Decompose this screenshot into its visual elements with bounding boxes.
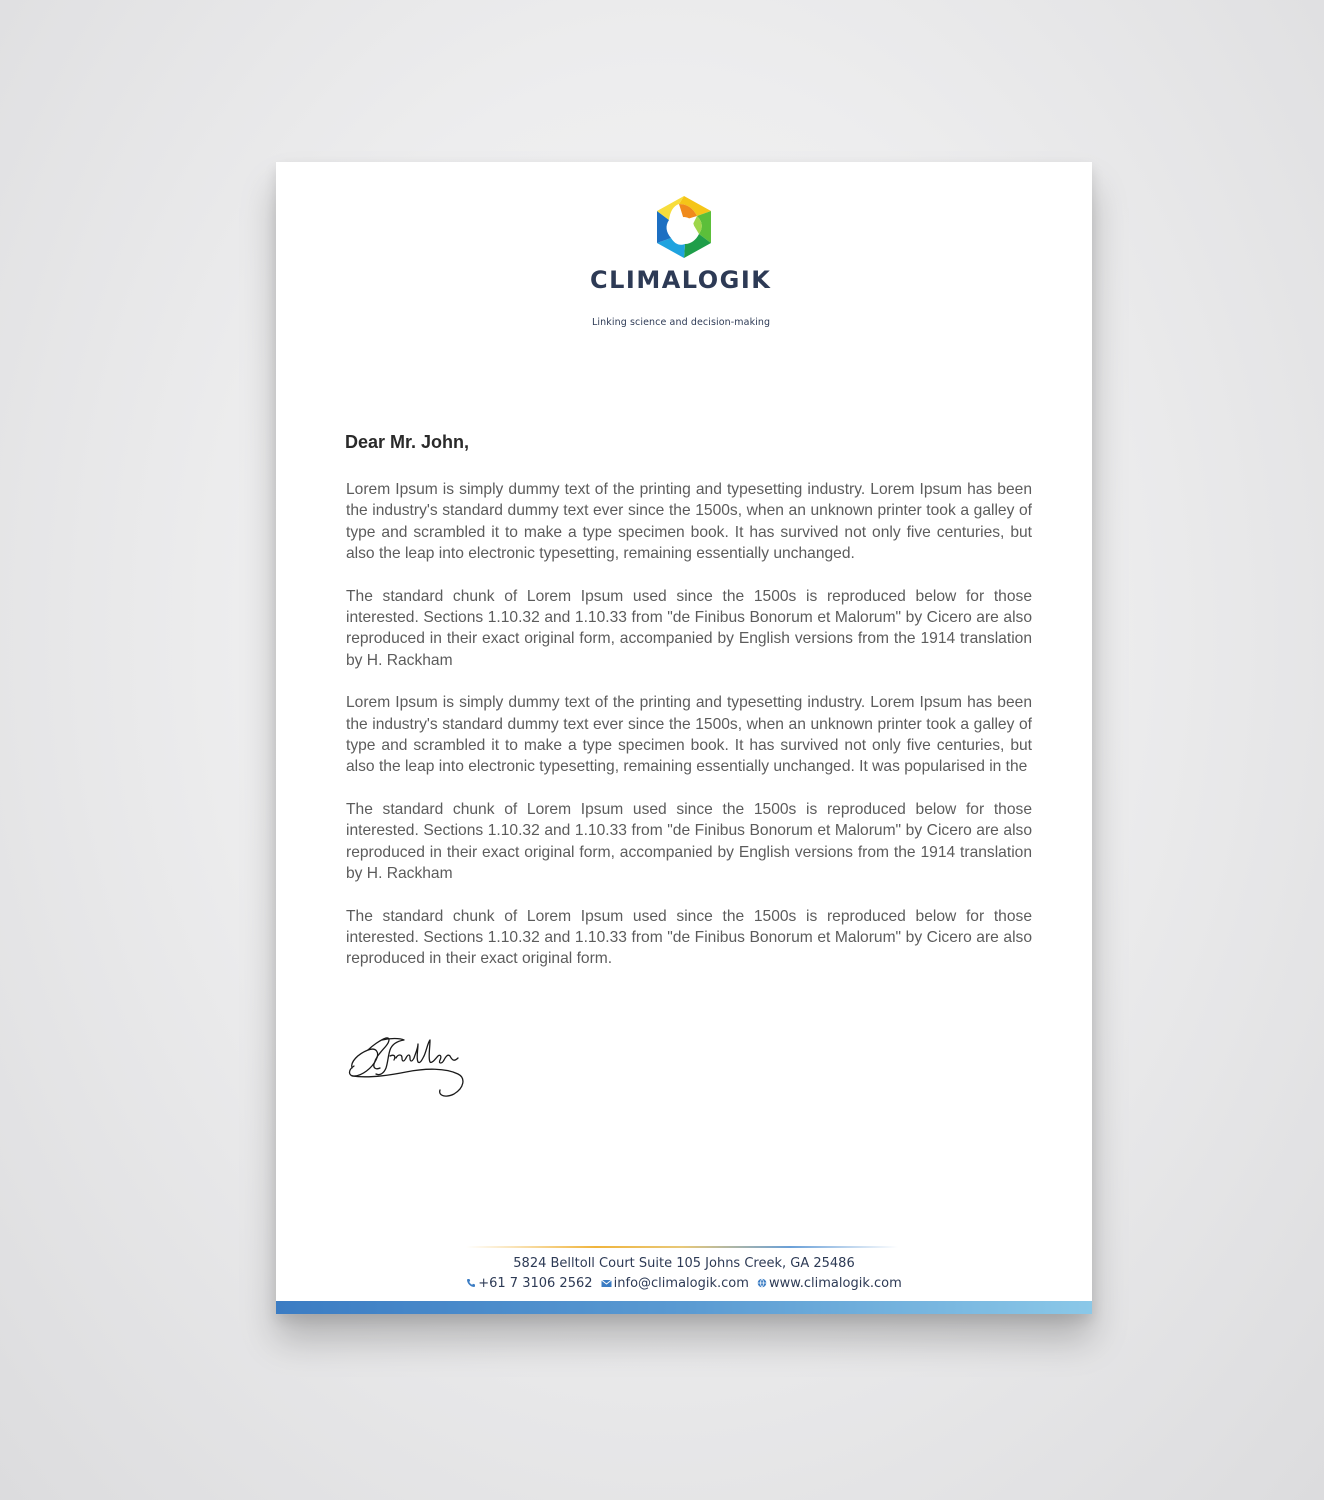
handwritten-signature-icon bbox=[346, 1032, 470, 1102]
logo bbox=[276, 194, 1092, 328]
brand-tagline: Linking science and decision-making bbox=[592, 317, 771, 328]
envelope-icon bbox=[601, 1279, 612, 1288]
letter-paragraph: Lorem Ipsum is simply dummy text of the printing and typesetting industry. Lorem Ipsum has been the industry's standard dummy text ever since the 1500s, when an unknown printer took a galley of type and scrambled it to make a type specimen book. It has survived not only five centuries, but also the leap into electronic typesetting, remaining essentially unchanged. It was popularised in the bbox=[346, 694, 1032, 776]
brand-name: CLIMALOGIK bbox=[590, 266, 772, 294]
email-address: info@climalogik.com bbox=[613, 1276, 749, 1291]
footer-phone bbox=[466, 1276, 592, 1291]
phone-number: +61 7 3106 2562 bbox=[478, 1276, 593, 1291]
letter-greeting: Dear Mr. John, bbox=[345, 432, 470, 452]
letter-paragraph: The standard chunk of Lorem Ipsum used since the 1500s is reproduced below for those interested. Sections 1.10.32 and 1.10.33 from "de Finibus Bonorum et Malorum" by Cicero are also reproduced in their exact original form. bbox=[346, 907, 1032, 968]
letter-body bbox=[346, 479, 1032, 991]
hexagon-swirl-logo-icon bbox=[651, 194, 717, 260]
footer-color-bar bbox=[276, 1301, 1092, 1314]
letter-paragraph: The standard chunk of Lorem Ipsum used since the 1500s is reproduced below for those interested. Sections 1.10.32 and 1.10.33 from "de Finibus Bonorum et Malorum" by Cicero are also reproduced in their exact original form, accompanied by English versions from the 1914 translation by H. Rackham bbox=[346, 800, 1032, 883]
footer-email bbox=[601, 1276, 749, 1291]
footer-divider bbox=[466, 1246, 898, 1248]
letterhead-page bbox=[276, 162, 1092, 1314]
letter-paragraph: The standard chunk of Lorem Ipsum used since the 1500s is reproduced below for those interested. Sections 1.10.32 and 1.10.33 from "de Finibus Bonorum et Malorum" by Cicero are also reproduced in their exact original form, accompanied by English versions from the 1914 translation by H. Rackham bbox=[346, 587, 1032, 669]
footer-address: 5824 Belltoll Court Suite 105 Johns Creek, GA 25486 bbox=[513, 1256, 855, 1271]
phone-icon bbox=[466, 1278, 476, 1288]
website-url: www.climalogik.com bbox=[769, 1276, 902, 1291]
footer-website bbox=[757, 1276, 902, 1291]
letter-paragraph: Lorem Ipsum is simply dummy text of the printing and typesetting industry. Lorem Ipsum has been the industry's standard dummy text ever since the 1500s, when an unknown printer took a galley of type and scrambled it to make a type specimen book. It has survived not only five centuries, but also the leap into electronic typesetting, remaining essentially unchanged. bbox=[346, 481, 1032, 563]
footer-contacts bbox=[276, 1276, 1092, 1291]
globe-icon bbox=[757, 1278, 767, 1288]
